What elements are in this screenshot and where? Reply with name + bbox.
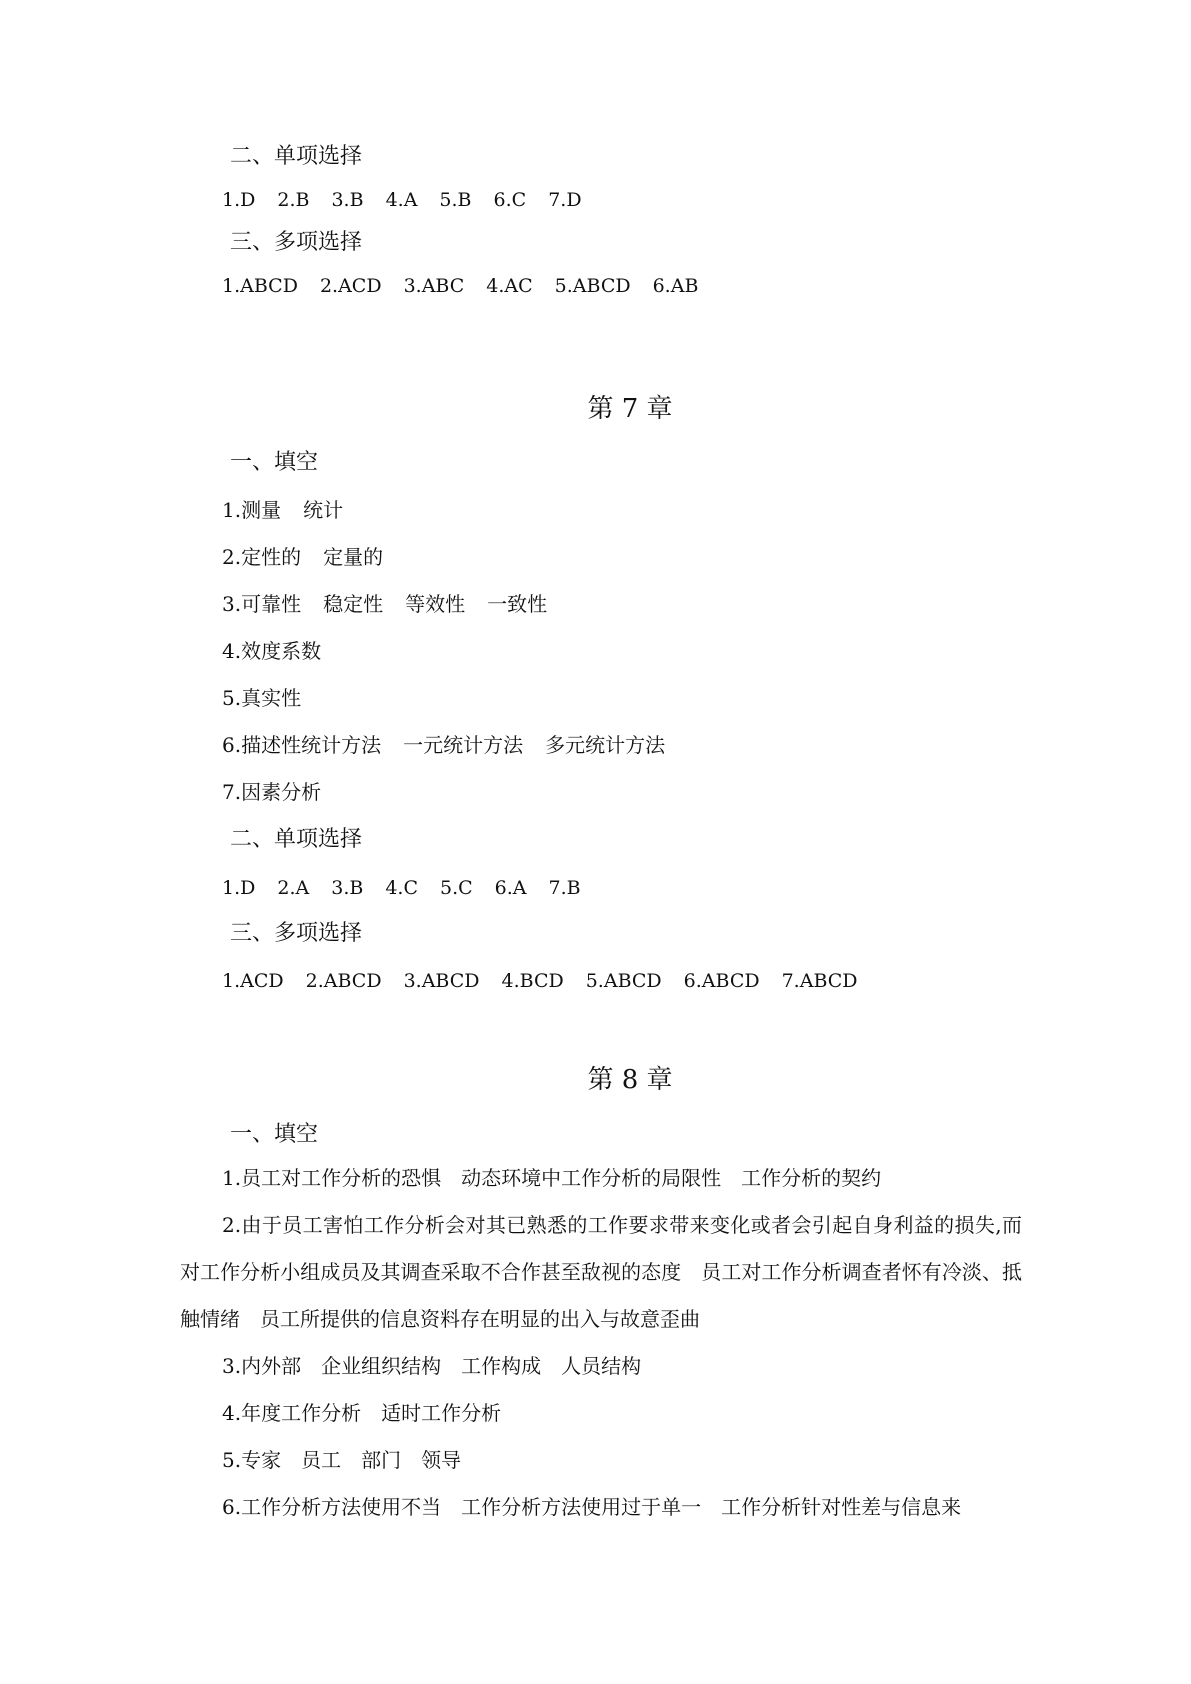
chapter-8-title: 第 8 章 bbox=[587, 1065, 673, 1095]
multi-choice-answers bbox=[222, 972, 858, 991]
fill-item: 3.内外部 企业组织结构 工作构成 人员结构 bbox=[222, 1354, 642, 1378]
fill-item: 5.真实性 bbox=[222, 686, 302, 710]
answer: 7.D bbox=[548, 189, 582, 211]
fill-blank-heading: 一、填空 bbox=[230, 450, 319, 475]
fill-blank-heading: 一、填空 bbox=[230, 1122, 319, 1147]
answer: 6.AB bbox=[652, 275, 699, 297]
answer: 3.B bbox=[331, 877, 364, 899]
answer: 5.C bbox=[440, 877, 473, 899]
fill-item: 4.年度工作分析 适时工作分析 bbox=[222, 1401, 502, 1425]
single-choice-heading: 二、单项选择 bbox=[230, 144, 363, 169]
fill-item: 6.工作分析方法使用不当 工作分析方法使用过于单一 工作分析针对性差与信息来 bbox=[222, 1495, 962, 1519]
multi-choice-heading: 三、多项选择 bbox=[230, 230, 363, 255]
answer: 6.ABCD bbox=[683, 970, 760, 992]
single-choice-answers bbox=[222, 879, 581, 898]
answer: 4.A bbox=[385, 189, 418, 211]
multi-choice-heading: 三、多项选择 bbox=[230, 921, 363, 946]
answer: 6.A bbox=[494, 877, 527, 899]
answer: 7.B bbox=[548, 877, 581, 899]
answer: 5.ABCD bbox=[554, 275, 631, 297]
fill-item: 6.描述性统计方法 一元统计方法 多元统计方法 bbox=[222, 733, 666, 757]
fill-item: 3.可靠性 稳定性 等效性 一致性 bbox=[222, 592, 548, 616]
answer: 2.A bbox=[277, 877, 310, 899]
fill-item: 2.定性的 定量的 bbox=[222, 545, 384, 569]
fill-item: 7.因素分析 bbox=[222, 780, 322, 804]
answer: 5.ABCD bbox=[585, 970, 662, 992]
fill-item: 5.专家 员工 部门 领导 bbox=[222, 1448, 462, 1472]
answer: 1.D bbox=[222, 877, 256, 899]
answer: 4.C bbox=[385, 877, 418, 899]
answer: 5.B bbox=[439, 189, 472, 211]
single-choice-heading: 二、单项选择 bbox=[230, 827, 363, 852]
answer: 2.ABCD bbox=[305, 970, 382, 992]
fill-item: 1.员工对工作分析的恐惧 动态环境中工作分析的局限性 工作分析的契约 bbox=[222, 1166, 882, 1190]
answer: 6.C bbox=[493, 189, 527, 211]
answer: 1.ABCD bbox=[222, 275, 298, 297]
single-choice-answers bbox=[222, 191, 582, 210]
multi-choice-answers bbox=[222, 277, 698, 296]
answer: 3.ABC bbox=[403, 275, 465, 297]
answer: 1.ACD bbox=[222, 970, 284, 992]
answer: 1.D bbox=[222, 189, 256, 211]
fill-item: 4.效度系数 bbox=[222, 639, 322, 663]
answer: 4.AC bbox=[486, 275, 533, 297]
fill-item: 1.测量 统计 bbox=[222, 498, 344, 522]
answer: 4.BCD bbox=[501, 970, 564, 992]
answer: 7.ABCD bbox=[781, 970, 858, 992]
answer: 3.B bbox=[331, 189, 364, 211]
chapter-7-title: 第 7 章 bbox=[587, 394, 673, 424]
answer: 2.B bbox=[277, 189, 310, 211]
fill-item: 2.由于员工害怕工作分析会对其已熟悉的工作要求带来变化或者会引起自身利益的损失,而对工作分析小组成员及其调查采取不合作甚至敌视的态度 员工对工作分析调查者怀有冷淡、抵触情绪 员工所提供的信息资料存在明显的出入与故意歪曲 bbox=[180, 1213, 1022, 1331]
answer: 3.ABCD bbox=[403, 970, 480, 992]
answer: 2.ACD bbox=[319, 275, 382, 297]
